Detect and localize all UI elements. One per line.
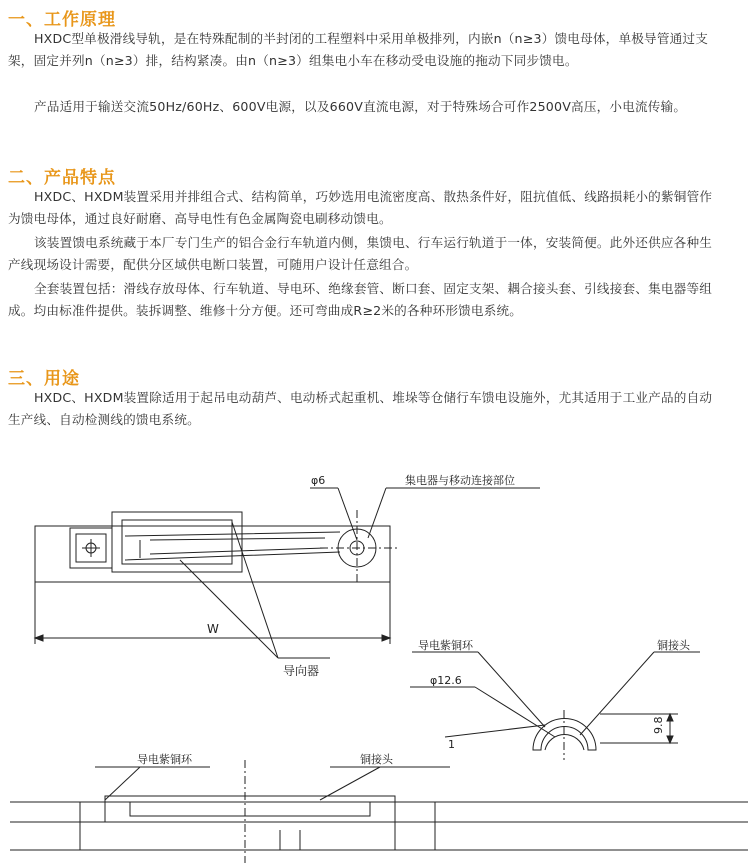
copper-ring-label-top: 导电紫铜环	[418, 639, 473, 652]
dimension-9-8-label: 9.8	[652, 716, 665, 734]
guide-label: 导向器	[283, 664, 320, 678]
paragraph-usage-1: HXDC、HXDM装置除适用于起吊电动葫芦、电动桥式起重机、堆垛等仓储行车馈电设施外，尤其适用于工业产品的自动生产线、自动检测线的馈电系统。	[8, 390, 713, 427]
paragraph-features-1: HXDC、HXDM装置采用并排组合式、结构简单，巧妙选用电流密度高、散热条件好，阻抗值低、线路损耗小的紫铜管作为馈电母体，通过良好耐磨、高导电性有色金属陶瓷电刷移动馈电。	[8, 189, 713, 226]
section-title-features: 二、产品特点	[8, 168, 116, 188]
paragraph-features-3: 全套装置包括：滑线存放母体、行车轨道、导电环、绝缘套管、断口套、固定支架、耦合接头套、引线接套、集电器等组成。均由标准件提供。装拆调整、维修十分方便。还可弯曲成R≥2米的各种环形馈电系统。	[8, 281, 713, 318]
section-title-principle: 一、工作原理	[8, 10, 116, 30]
rail-joint-drawing	[10, 760, 748, 863]
number-one-label: 1	[448, 738, 455, 751]
section-title-usage: 三、用途	[8, 369, 80, 389]
paragraph-principle-1: HXDC型单极滑线导轨，是在特殊配制的半封闭的工程塑料中采用单极排列，内嵌n（n≥3）馈电母体，单极导管通过支架，固定并列n（n≥3）排，结构紧凑。由n（n≥3）组集电小车在移动受电设施的拖动下同步馈电。	[8, 31, 709, 68]
phi6-label: φ6	[311, 474, 326, 487]
copper-joint-label-top: 铜接头	[657, 639, 690, 652]
paragraph-principle-2: 产品适用于输送交流50Hz/60Hz、600V电源，以及660V直流电源，对于特殊场合可作2500V高压，小电流传输。	[34, 99, 687, 114]
collector-connection-label: 集电器与移动连接部位	[405, 474, 515, 487]
collector-assembly-drawing	[35, 488, 540, 658]
copper-ring-label-bottom: 导电紫铜环	[137, 753, 192, 766]
technical-drawing	[0, 440, 748, 863]
copper-joint-label-bottom: 铜接头	[360, 753, 393, 766]
width-dimension-label: W	[207, 622, 219, 636]
paragraph-features-2: 该装置馈电系统藏于本厂专门生产的铝合金行车轨道内侧，集馈电、行车运行轨道于一体，安装简便。此外还供应各种生产线现场设计需要，配供分区域供电断口装置，可随用户设计任意组合。	[8, 235, 713, 272]
phi12-label: φ12.6	[430, 674, 462, 687]
